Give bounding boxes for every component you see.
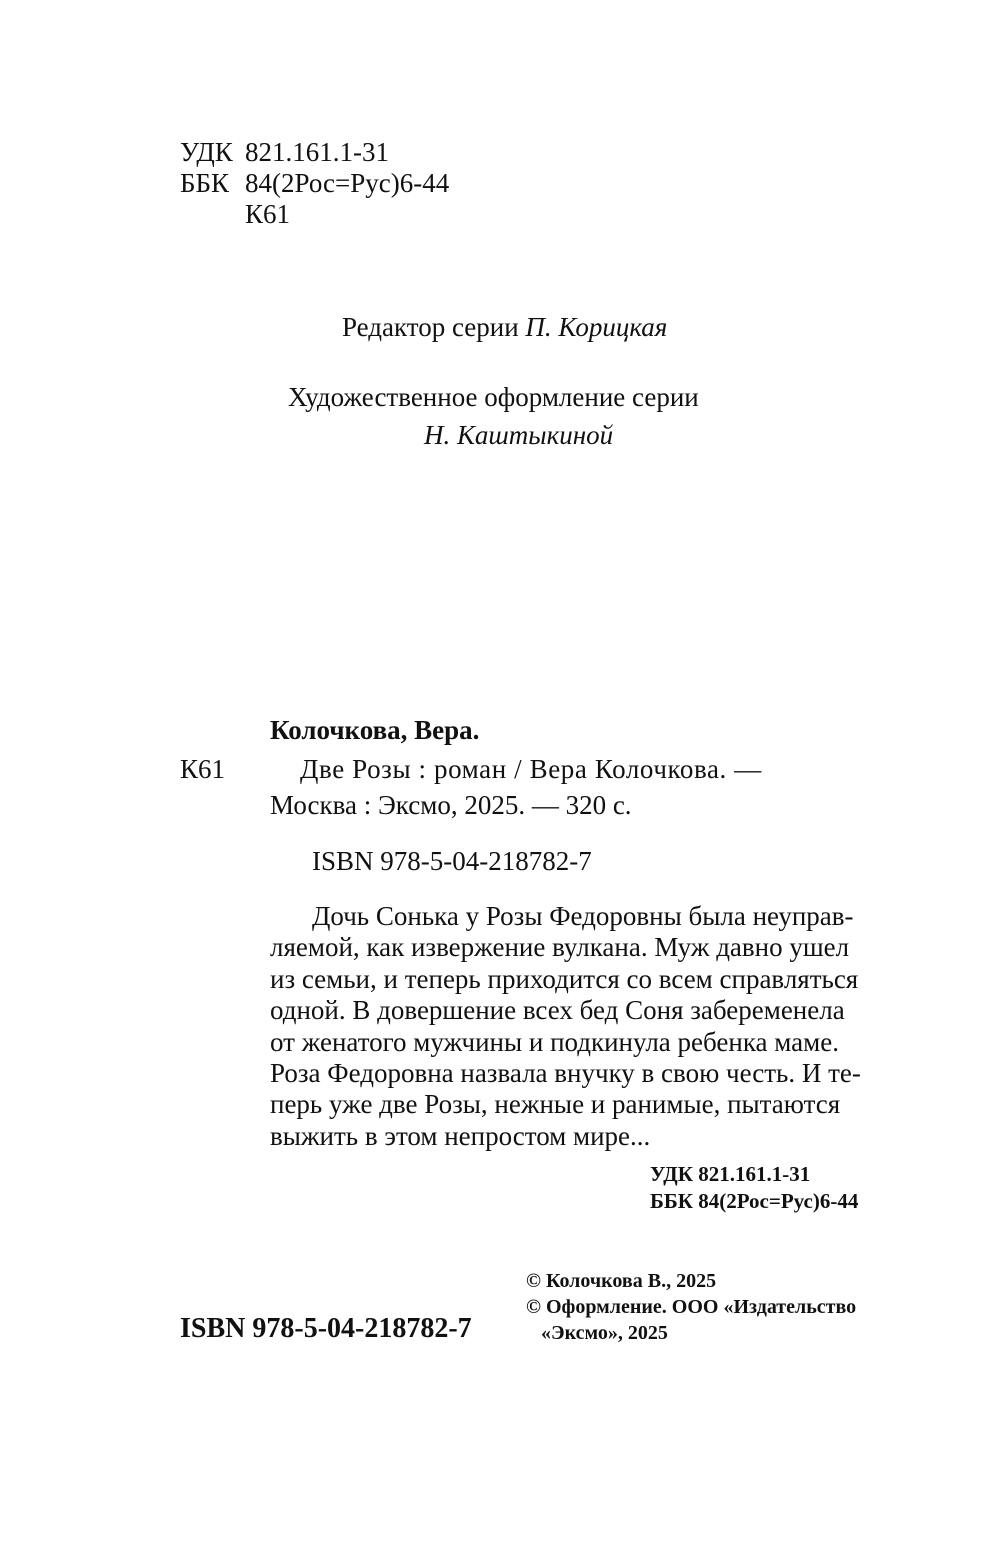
series-editor-name: П. Корицкая xyxy=(525,312,668,342)
copyright-author: © Колочкова В., 2025 xyxy=(526,1270,717,1292)
catalog-title-line-2: Москва : Эксмо, 2025. — 320 с. xyxy=(270,790,632,820)
author-heading: Колочкова, Вера. xyxy=(270,715,480,745)
bbk-value: 84(2Рос=Рус)6-44 xyxy=(245,168,450,198)
series-editor xyxy=(342,312,667,343)
copyright-design-line-2: «Эксмо», 2025 xyxy=(541,1322,668,1344)
isbn-footer: ISBN 978-5-04-218782-7 xyxy=(180,1313,472,1344)
annotation-line: Роза Федоровна назвала внучку в свою честь. И те- xyxy=(270,1058,861,1089)
annotation-line: из семьи, и теперь приходится со всем справляться xyxy=(270,963,859,994)
annotation-line: ляемой, как извержение вулкана. Муж давно ушел xyxy=(270,932,850,963)
annotation-line: от женатого мужчины и подкинула ребенка маме. xyxy=(270,1026,839,1057)
annotation-line: одной. В довершение всех бед Соня забеременела xyxy=(270,995,845,1026)
udk-label: УДК xyxy=(180,137,233,167)
series-design-label: Художественное оформление серии xyxy=(288,382,699,412)
series-editor-prefix: Редактор серии xyxy=(342,312,519,342)
catalog-mark: К61 xyxy=(180,754,226,784)
annotation-line: Дочь Сонька у Розы Федоровны была неуправ- xyxy=(312,901,854,931)
author-mark: К61 xyxy=(245,199,291,229)
footer-udk: УДК 821.161.1-31 xyxy=(650,1162,811,1186)
copyright-design-line-1: © Оформление. ООО «Издательство xyxy=(526,1296,857,1318)
catalog-title-line-1: Две Розы : роман / Вера Колочкова. — xyxy=(300,754,762,784)
annotation-line: перь уже две Розы, нежные и ранимые, пытаются xyxy=(270,1089,841,1120)
udk-value: 821.161.1-31 xyxy=(245,137,389,167)
catalog-isbn: ISBN 978-5-04-218782-7 xyxy=(312,846,592,876)
series-design-name: Н. Каштыкиной xyxy=(424,420,614,450)
footer-bbk: ББК 84(2Рос=Рус)6-44 xyxy=(650,1189,859,1213)
bbk-label: ББК xyxy=(180,168,230,198)
annotation-line: выжить в этом непростом мире... xyxy=(270,1120,651,1151)
annotation xyxy=(270,901,861,1152)
